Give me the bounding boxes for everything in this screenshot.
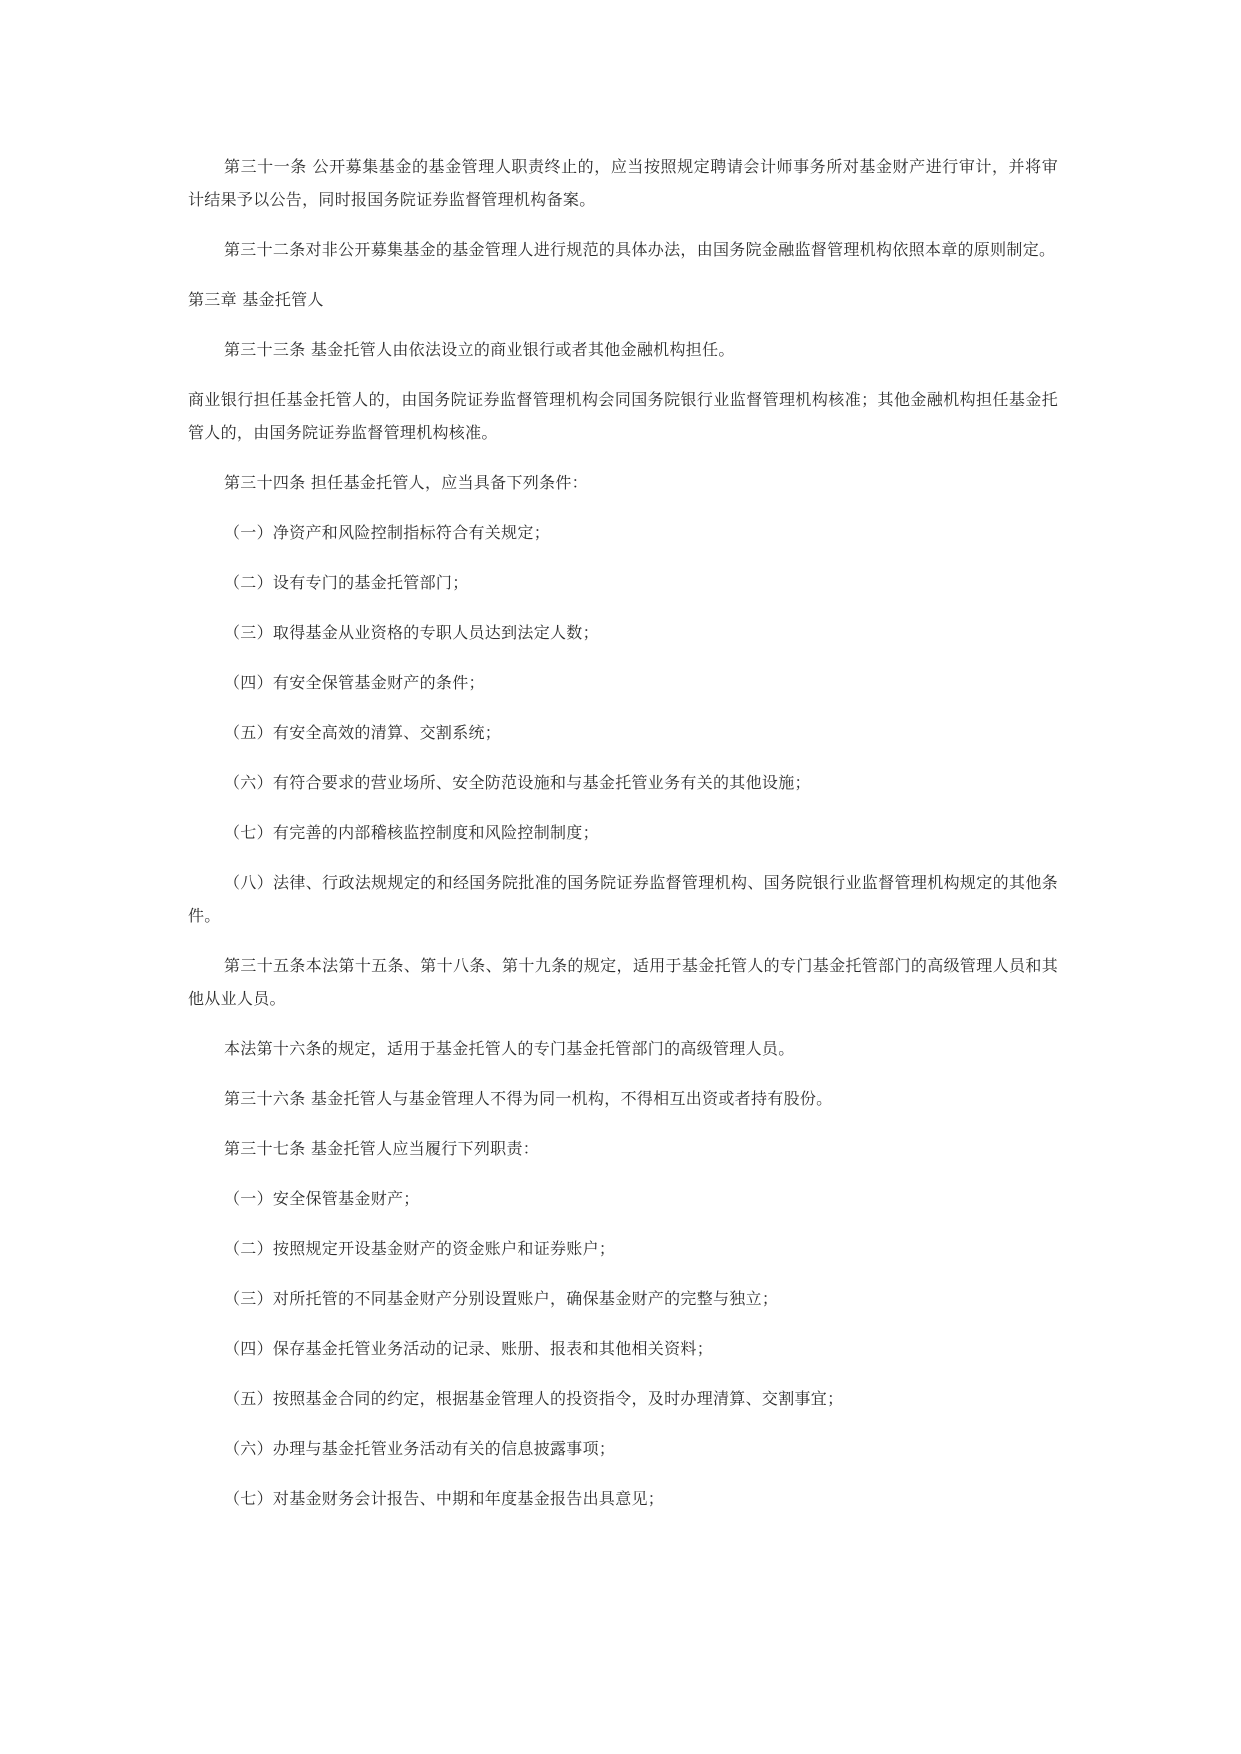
chapter-heading: 第三章 基金托管人: [188, 290, 324, 309]
article-34-item-4: （四）有安全保管基金财产的条件；: [224, 673, 485, 692]
article-34-item-3: （三）取得基金从业资格的专职人员达到法定人数；: [224, 623, 599, 642]
article-37-item-1: （一）安全保管基金财产；: [224, 1189, 420, 1208]
article-37-item-4: （四）保存基金托管业务活动的记录、账册、报表和其他相关资料；: [224, 1339, 714, 1358]
article-34-item-7: （七）有完善的内部稽核监控制度和风险控制制度；: [224, 823, 599, 842]
article-37-item-7: （七）对基金财务会计报告、中期和年度基金报告出具意见；: [224, 1489, 665, 1508]
article-37: 第三十七条 基金托管人应当履行下列职责：: [224, 1139, 540, 1158]
article-37-item-5: （五）按照基金合同的约定，根据基金管理人的投资指令，及时办理清算、交割事宜；: [224, 1389, 844, 1408]
article-34-item-2: （二）设有专门的基金托管部门；: [224, 573, 469, 592]
article-35: 第三十五条本法第十五条、第十八条、第十九条的规定，适用于基金托管人的专门基金托管部门的高级管理人员和其他从业人员。: [188, 956, 1058, 1008]
article-37-item-2: （二）按照规定开设基金财产的资金账户和证券账户；: [224, 1239, 616, 1258]
document-body: [188, 150, 1058, 1515]
article-34: 第三十四条 担任基金托管人，应当具备下列条件：: [224, 473, 588, 492]
article-32: 第三十二条对非公开募集基金的基金管理人进行规范的具体办法，由国务院金融监督管理机构依照本章的原则制定。: [224, 240, 1056, 259]
article-31: 第三十一条 公开募集基金的基金管理人职责终止的，应当按照规定聘请会计师事务所对基金财产进行审计，并将审计结果予以公告，同时报国务院证券监督管理机构备案。: [188, 157, 1058, 209]
article-33: 第三十三条 基金托管人由依法设立的商业银行或者其他金融机构担任。: [224, 340, 735, 359]
article-37-item-3: （三）对所托管的不同基金财产分别设置账户，确保基金财产的完整与独立；: [224, 1289, 779, 1308]
article-34-item-1: （一）净资产和风险控制指标符合有关规定；: [224, 523, 551, 542]
article-37-item-6: （六）办理与基金托管业务活动有关的信息披露事项；: [224, 1439, 616, 1458]
article-34-item-5: （五）有安全高效的清算、交割系统；: [224, 723, 502, 742]
article-34-item-8: （八）法律、行政法规规定的和经国务院批准的国务院证券监督管理机构、国务院银行业监督管理机构规定的其他条件。: [188, 873, 1058, 925]
article-36: 第三十六条 基金托管人与基金管理人不得为同一机构，不得相互出资或者持有股份。: [224, 1089, 833, 1108]
article-33-clause: 商业银行担任基金托管人的，由国务院证券监督管理机构会同国务院银行业监督管理机构核准；其他金融机构担任基金托管人的，由国务院证券监督管理机构核准。: [188, 390, 1058, 442]
article-35-clause: 本法第十六条的规定，适用于基金托管人的专门基金托管部门的高级管理人员。: [224, 1039, 795, 1058]
article-34-item-6: （六）有符合要求的营业场所、安全防范设施和与基金托管业务有关的其他设施；: [224, 773, 811, 792]
